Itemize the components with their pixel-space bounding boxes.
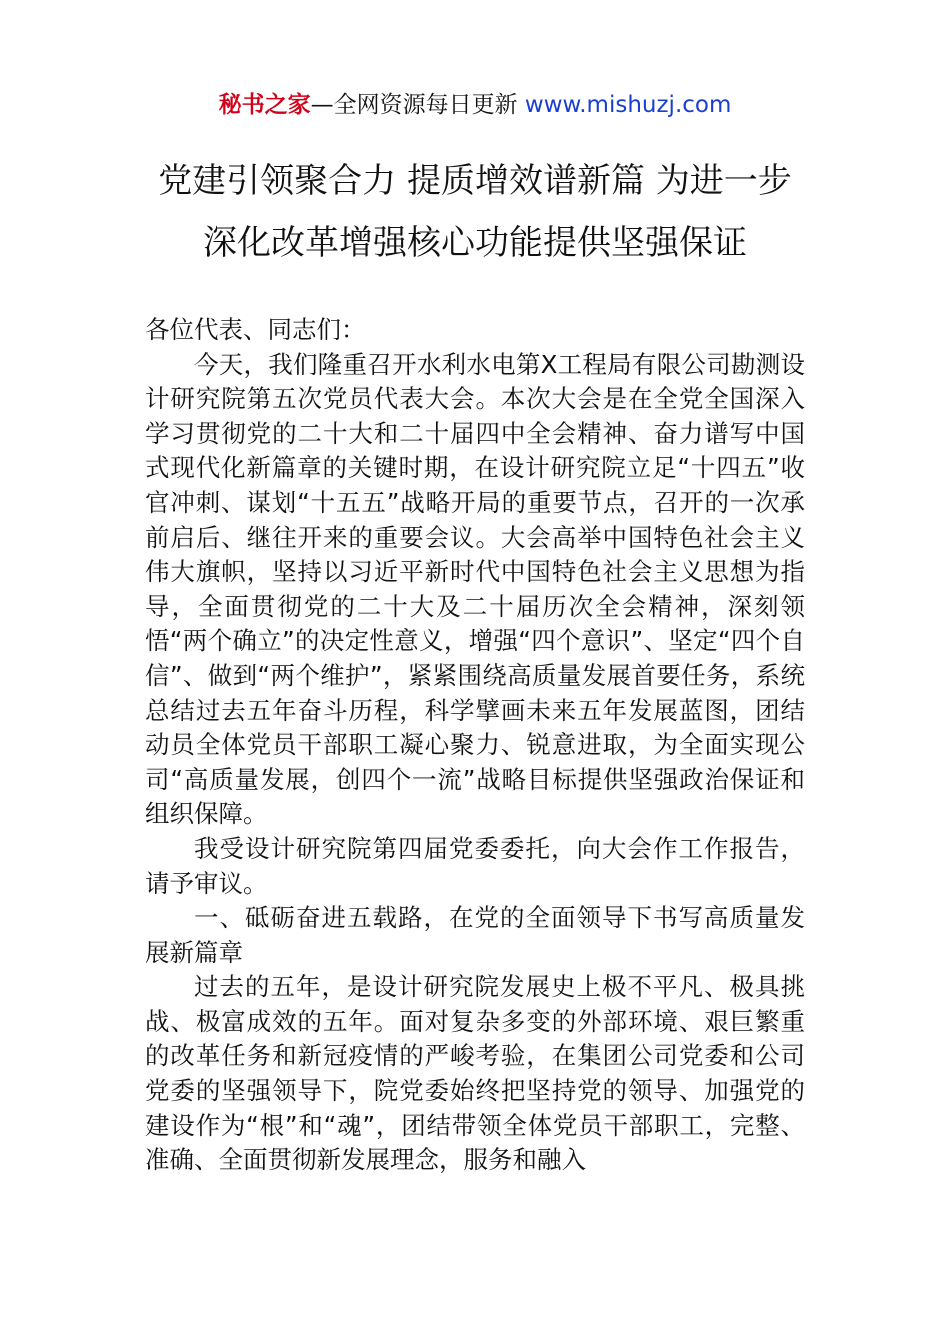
paragraph-entrusted: 我受设计研究院第四届党委委托，向大会作工作报告，请予审议。 bbox=[145, 833, 805, 898]
paragraph-review: 过去的五年，是设计研究院发展史上极不平凡、极具挑战、极富成效的五年。面对复杂多变的外部环境、艰巨繁重的改革任务和新冠疫情的严峻考验，在集团公司党委和公司党委的坚强领导下，院党委始终把坚持党的领导、加强党的建设作为“根”和“魂”，团结带领全体党员干部职工，完整、准确、全面贯彻新发展理念，服务和融入 bbox=[145, 972, 805, 1175]
section-heading-1: 一、砥砺奋进五载路，在党的全面领导下书写高质量发展新篇章 bbox=[145, 903, 805, 967]
website-link[interactable]: www.mishuzj.com bbox=[524, 92, 732, 118]
document-body bbox=[145, 313, 805, 1178]
title-line-1: 党建引领聚合力 提质增效谱新篇 为进一步 bbox=[158, 161, 792, 201]
brand-name: 秘书之家 bbox=[218, 92, 311, 118]
document-title bbox=[100, 150, 850, 274]
salutation: 各位代表、同志们： bbox=[145, 315, 366, 344]
header-tagline: —全网资源每日更新 bbox=[310, 92, 518, 118]
paragraph-opening: 今天，我们隆重召开水利水电第X工程局有限公司勘测设计研究院第五次党员代表大会。本次大会是在全党全国深入学习贯彻党的二十大和二十届四中全会精神、奋力谱写中国式现代化新篇章的关键时期，在设计研究院立足“十四五”收官冲刺、谋划“十五五”战略开局的重要节点，召开的一次承前启后、继往开来的重要会议。大会高举中国特色社会主义伟大旗帜，坚持以习近平新时代中国特色社会主义思想为指导，全面贯彻党的二十大及二十届历次全会精神，深刻领悟“两个确立”的决定性意义，增强“四个意识”、坚定“四个自信”、做到“两个维护”，紧紧围绕高质量发展首要任务，系统总结过去五年奋斗历程，科学擘画未来五年发展蓝图，团结动员全体党员干部职工凝心聚力、锐意进取，为全面实现公司“高质量发展，创四个一流”战略目标提供坚强政治保证和组织保障。 bbox=[145, 349, 805, 829]
title-line-2: 深化改革增强核心功能提供坚强保证 bbox=[203, 223, 747, 263]
site-header bbox=[0, 88, 950, 122]
